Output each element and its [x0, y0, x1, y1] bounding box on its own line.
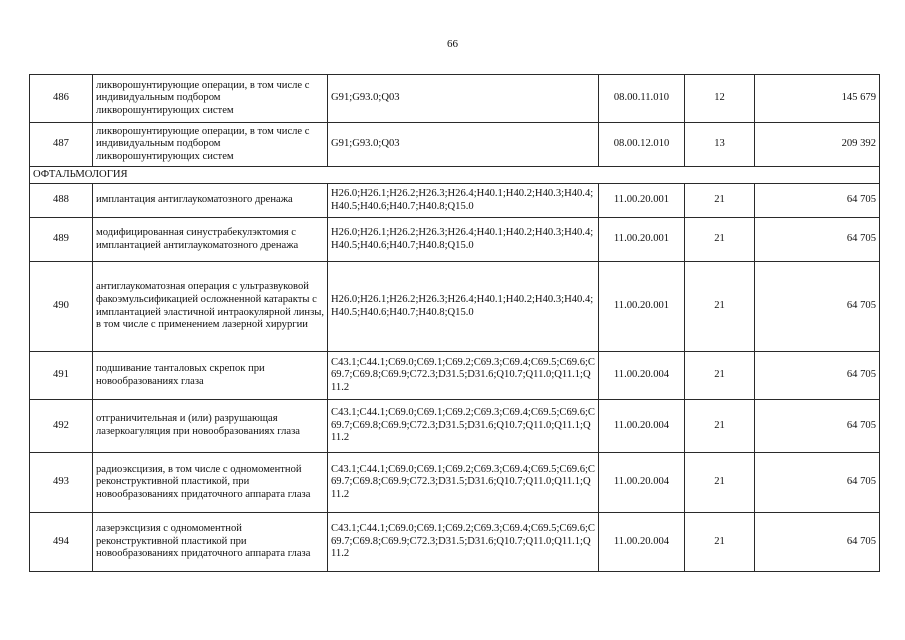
table-row	[30, 513, 880, 572]
row-number: 492	[30, 400, 93, 453]
cost-value: 64 705	[755, 262, 880, 352]
group-number: 21	[685, 184, 755, 218]
row-number: 488	[30, 184, 93, 218]
row-number: 486	[30, 75, 93, 123]
diagnosis-codes: H26.0;H26.1;H26.2;H26.3;H26.4;H40.1;H40.2;H40.3;H40.4;H40.5;H40.6;H40.7;H40.8;Q15.0	[328, 184, 599, 218]
kpg-code: 11.00.20.004	[599, 513, 685, 572]
group-number: 21	[685, 400, 755, 453]
cost-value: 64 705	[755, 513, 880, 572]
row-number: 494	[30, 513, 93, 572]
group-number: 21	[685, 513, 755, 572]
intervention-name: подшивание танталовых скрепок при новообразованиях глаза	[93, 352, 328, 400]
group-number: 13	[685, 123, 755, 167]
kpg-code: 11.00.20.004	[599, 352, 685, 400]
row-number: 487	[30, 123, 93, 167]
kpg-code: 11.00.20.004	[599, 453, 685, 513]
diagnosis-codes: C43.1;C44.1;C69.0;C69.1;C69.2;C69.3;C69.4;C69.5;C69.6;C69.7;C69.8;C69.9;C72.3;D31.5;D31.6;Q10.7;Q11.0;Q11.1;Q11.2	[328, 513, 599, 572]
kpg-code: 11.00.20.001	[599, 218, 685, 262]
group-number: 21	[685, 262, 755, 352]
diagnosis-codes: C43.1;C44.1;C69.0;C69.1;C69.2;C69.3;C69.4;C69.5;C69.6;C69.7;C69.8;C69.9;C72.3;D31.5;D31.6;Q10.7;Q11.0;Q11.1;Q11.2	[328, 400, 599, 453]
intervention-name: антиглаукоматозная операция с ультразвуковой факоэмульсификацией осложненной катаракты с имплантацией эластичной интраокулярной линзы, в том числе с применением лазерной хирургии	[93, 262, 328, 352]
cost-value: 64 705	[755, 453, 880, 513]
cost-value: 64 705	[755, 400, 880, 453]
intervention-name: лазерэксцизия с одномоментной реконструктивной пластикой при новообразованиях придаточного аппарата глаза	[93, 513, 328, 572]
diagnosis-codes: C43.1;C44.1;C69.0;C69.1;C69.2;C69.3;C69.4;C69.5;C69.6;C69.7;C69.8;C69.9;C72.3;D31.5;D31.6;Q10.7;Q11.0;Q11.1;Q11.2	[328, 352, 599, 400]
group-number: 21	[685, 218, 755, 262]
intervention-name: отграничительная и (или) разрушающая лазеркоагуляция при новообразованиях глаза	[93, 400, 328, 453]
kpg-code: 08.00.11.010	[599, 75, 685, 123]
cost-value: 209 392	[755, 123, 880, 167]
group-number: 12	[685, 75, 755, 123]
intervention-name: модифицированная синустрабекулэктомия с имплантацией антиглаукоматозного дренажа	[93, 218, 328, 262]
cost-value: 64 705	[755, 218, 880, 262]
section-title: ОФТАЛЬМОЛОГИЯ	[30, 167, 880, 184]
intervention-name: имплантация антиглаукоматозного дренажа	[93, 184, 328, 218]
intervention-name: ликворошунтирующие операции, в том числе с индивидуальным подбором ликворошунтирующих систем	[93, 123, 328, 167]
group-number: 21	[685, 453, 755, 513]
cost-value: 64 705	[755, 184, 880, 218]
page-number: 66	[447, 38, 458, 50]
diagnosis-codes: C43.1;C44.1;C69.0;C69.1;C69.2;C69.3;C69.4;C69.5;C69.6;C69.7;C69.8;C69.9;C72.3;D31.5;D31.6;Q10.7;Q11.0;Q11.1;Q11.2	[328, 453, 599, 513]
diagnosis-codes: G91;G93.0;Q03	[328, 75, 599, 123]
table-row	[30, 75, 880, 123]
table-row	[30, 453, 880, 513]
diagnosis-codes: H26.0;H26.1;H26.2;H26.3;H26.4;H40.1;H40.2;H40.3;H40.4;H40.5;H40.6;H40.7;H40.8;Q15.0	[328, 262, 599, 352]
intervention-name: ликворошунтирующие операции, в том числе с индивидуальным подбором ликворошунтирующих систем	[93, 75, 328, 123]
kpg-code: 11.00.20.001	[599, 262, 685, 352]
section-row	[30, 167, 880, 184]
row-number: 490	[30, 262, 93, 352]
cost-value: 145 679	[755, 75, 880, 123]
intervention-name: радиоэксцизия, в том числе с одномоментной реконструктивной пластикой, при новообразованиях придаточного аппарата глаза	[93, 453, 328, 513]
group-number: 21	[685, 352, 755, 400]
table-row	[30, 184, 880, 218]
table-row	[30, 352, 880, 400]
kpg-code: 11.00.20.001	[599, 184, 685, 218]
table-row	[30, 123, 880, 167]
row-number: 491	[30, 352, 93, 400]
table-row	[30, 262, 880, 352]
table-row	[30, 218, 880, 262]
tariff-table	[29, 74, 880, 572]
kpg-code: 08.00.12.010	[599, 123, 685, 167]
table-row	[30, 400, 880, 453]
row-number: 493	[30, 453, 93, 513]
row-number: 489	[30, 218, 93, 262]
diagnosis-codes: H26.0;H26.1;H26.2;H26.3;H26.4;H40.1;H40.2;H40.3;H40.4;H40.5;H40.6;H40.7;H40.8;Q15.0	[328, 218, 599, 262]
kpg-code: 11.00.20.004	[599, 400, 685, 453]
cost-value: 64 705	[755, 352, 880, 400]
diagnosis-codes: G91;G93.0;Q03	[328, 123, 599, 167]
